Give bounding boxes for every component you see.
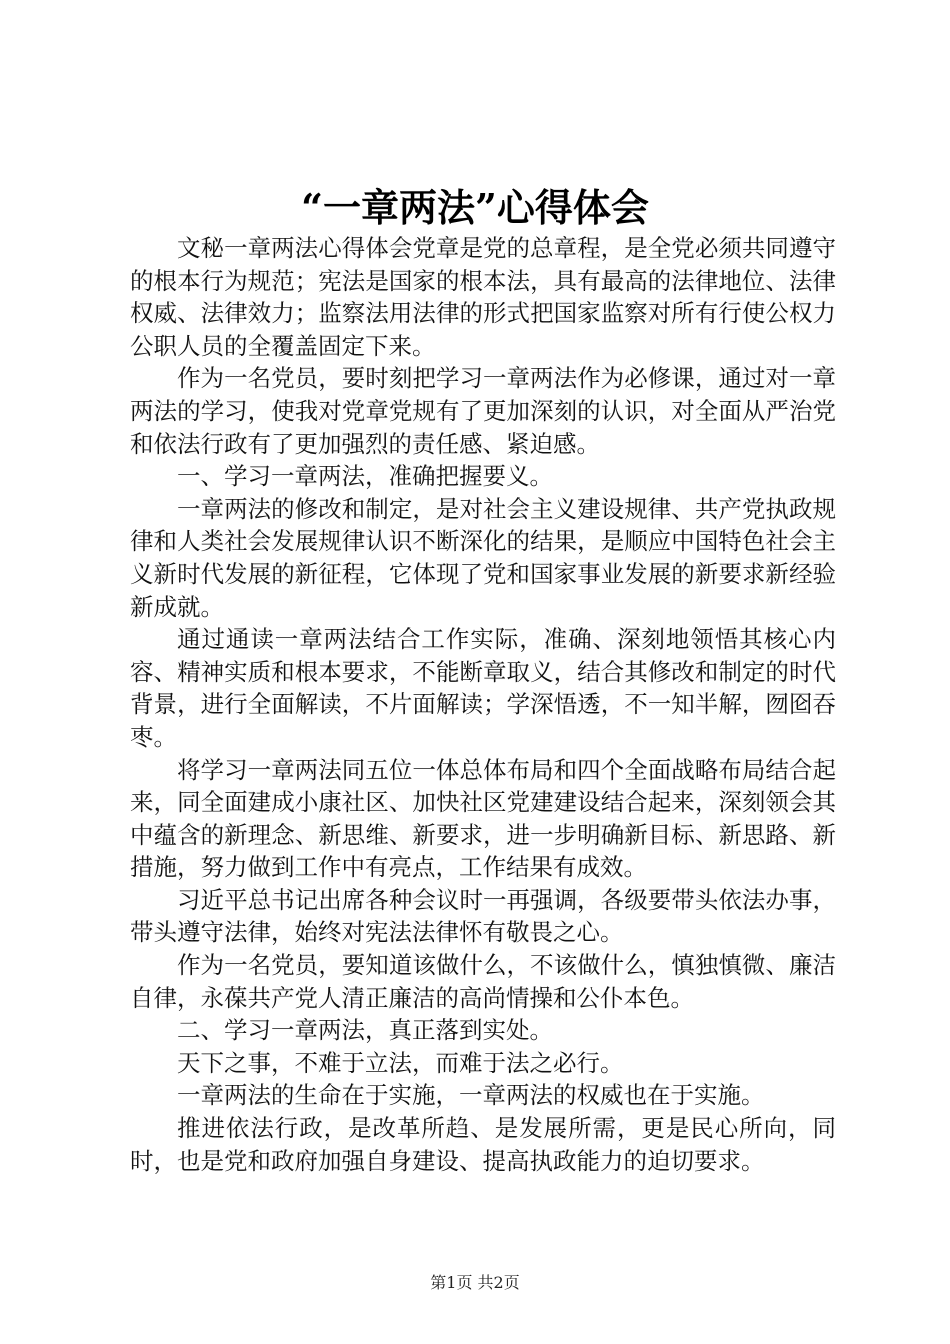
document-body <box>130 232 836 1177</box>
paragraph: 推进依法行政，是改革所趋、是发展所需，更是民心所向，同时，也是党和政府加强自身建设、提高执政能力的迫切要求。 <box>130 1114 836 1175</box>
paragraph: 作为一名党员，要知道该做什么，不该做什么，慎独慎微、廉洁自律，永葆共产党人清正廉洁的高尚情操和公仆本色。 <box>130 951 836 1012</box>
document-title: “一章两法”心得体会 <box>301 185 649 230</box>
paragraph: 作为一名党员，要时刻把学习一章两法作为必修课，通过对一章两法的学习，使我对党章党规有了更加深刻的认识，对全面从严治党和依法行政有了更加强烈的责任感、紧迫感。 <box>130 364 836 458</box>
paragraph: 通过通读一章两法结合工作实际，准确、深刻地领悟其核心内容、精神实质和根本要求，不能断章取义，结合其修改和制定的时代背景，进行全面解读，不片面解读；学深悟透，不一知半解，囫囵吞枣。 <box>130 625 836 751</box>
page-number-footer: 第1页 共2页 <box>430 1273 520 1292</box>
paragraph: 将学习一章两法同五位一体总体布局和四个全面战略布局结合起来，同全面建成小康社区、加快社区党建建设结合起来，深刻领会其中蕴含的新理念、新思维、新要求，进一步明确新目标、新思路、新措施，努力做到工作中有亮点，工作结果有成效。 <box>130 755 836 882</box>
paragraph: 一章两法的修改和制定，是对社会主义建设规律、共产党执政规律和人类社会发展规律认识不断深化的结果，是顺应中国特色社会主义新时代发展的新征程，它体现了党和国家事业发展的新要求新经验新成就。 <box>130 494 836 621</box>
paragraph: 文秘一章两法心得体会党章是党的总章程，是全党必须共同遵守的根本行为规范；宪法是国家的根本法，具有最高的法律地位、法律权威、法律效力；监察法用法律的形式把国家监察对所有行使公权力公职人员的全覆盖固定下来。 <box>130 234 836 360</box>
section-heading: 一、学习一章两法，准确把握要义。 <box>177 462 553 491</box>
paragraph: 一章两法的生命在于实施，一章两法的权威也在于实施。 <box>177 1081 765 1110</box>
section-heading: 二、学习一章两法，真正落到实处。 <box>177 1016 553 1045</box>
paragraph: 天下之事，不难于立法，而难于法之必行。 <box>177 1048 624 1077</box>
paragraph: 习近平总书记出席各种会议时一再强调，各级要带头依法办事，带头遵守法律，始终对宪法法律怀有敬畏之心。 <box>130 885 836 947</box>
